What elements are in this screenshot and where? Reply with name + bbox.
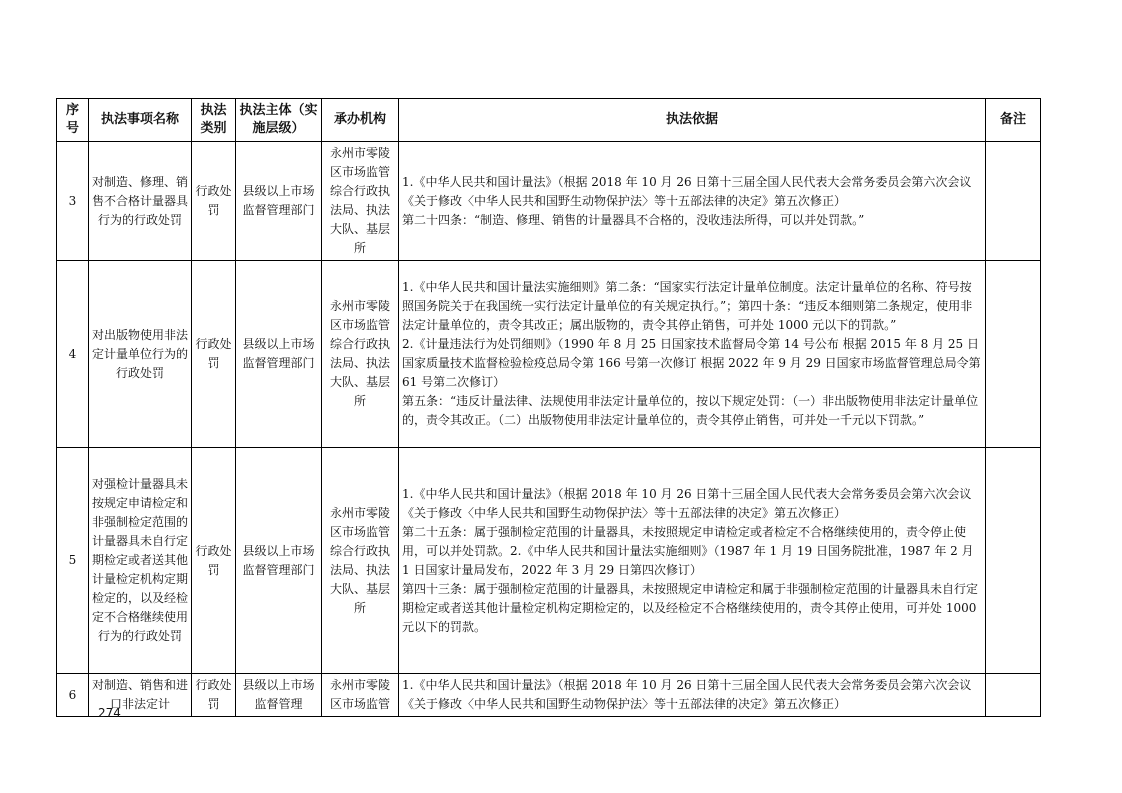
row-agency: 永州市零陵区市场监管综合行政执法局、执法大队、基层所 [322, 142, 399, 261]
row-category: 行政处罚 [192, 448, 236, 674]
row-category: 行政处罚 [192, 674, 236, 717]
header-seq: 序号 [57, 99, 89, 142]
header-name: 执法事项名称 [89, 99, 192, 142]
row-seq: 5 [57, 448, 89, 674]
basis-paragraph: 第四十三条：属于强制检定范围的计量器具，未按照规定申请检定和属于非强制检定范围的计量器具未自行定期检定或者送其他计量检定机构定期检定的，以及经检定不合格继续使用的，责令其停止使用，可并处 1000 元以下的罚款。 [402, 581, 979, 634]
basis-paragraph: 第二十五条：属于强制检定范围的计量器具，未按照规定申请检定或者检定不合格继续使用的，责令停止使用，可以并处罚款。2.《中华人民共和国计量法实施细则》（1987 年 1 月 19 日国务院批准，1987 年 2 月 1 日国家计量局发布，2022 年 3 月 29 日第四次修订） [402, 524, 974, 577]
table-row [57, 142, 1041, 261]
header-basis: 执法依据 [399, 99, 986, 142]
row-remark [986, 674, 1041, 717]
row-name: 对制造、修理、销售不合格计量器具行为的行政处罚 [89, 142, 192, 261]
row-agency: 永州市零陵区市场监管综合行政执法局、执法大队、基层所 [322, 261, 399, 448]
row-subject: 县级以上市场监督管理部门 [236, 261, 322, 448]
basis-paragraph: 2.《计量违法行为处罚细则》（1990 年 8 月 25 日国家技术监督局令第 14 号公布 根据 2015 年 8 月 25 日国家质量技术监督检验检疫总局令第 166 号第一次修订 根据 2022 年 9 月 29 日国家市场监督管理总局令第 61 号第二次修订） [402, 337, 981, 389]
table-header-row [57, 99, 1041, 142]
row-subject: 县级以上市场监督管理部门 [236, 142, 322, 261]
table-row [57, 674, 1041, 717]
basis-paragraph: 第二十四条：“制造、修理、销售的计量器具不合格的，没收违法所得，可以并处罚款。” [402, 212, 865, 227]
row-name: 对强检计量器具未按规定申请检定和非强制检定范围的计量器具未自行定期检定或者送其他计量检定机构定期检定的，以及经检定不合格继续使用行为的行政处罚 [89, 448, 192, 674]
header-remark: 备注 [986, 99, 1041, 142]
row-remark [986, 448, 1041, 674]
basis-paragraph: 第五条：“违反计量法律、法规使用非法定计量单位的，按以下规定处罚：（一）非出版物使用非法定计量单位的，责令其改正。（二）出版物使用非法定计量单位的，责令其停止销售，可并处一千元以下罚款。” [402, 394, 979, 427]
row-basis [399, 448, 986, 674]
row-category: 行政处罚 [192, 261, 236, 448]
row-name: 对出版物使用非法定计量单位行为的行政处罚 [89, 261, 192, 448]
row-subject: 县级以上市场监督管理部门 [236, 448, 322, 674]
header-category: 执法类别 [192, 99, 236, 142]
enforcement-table [56, 98, 1041, 717]
row-remark [986, 142, 1041, 261]
row-agency: 永州市零陵区市场监管 [322, 674, 399, 717]
basis-paragraph: 1.《中华人民共和国计量法实施细则》第二条：“国家实行法定计量单位制度。法定计量单位的名称、符号按照国务院关于在我国统一实行法定计量单位的有关规定执行。”；第四十条：“违反本细则第二条规定，使用非法定计量单位的，责令其改正；属出版物的，责令其停止销售，可并处 1000 元以下的罚款。” [402, 280, 973, 332]
table-row [57, 448, 1041, 674]
row-seq: 4 [57, 261, 89, 448]
row-seq: 3 [57, 142, 89, 261]
row-category: 行政处罚 [192, 142, 236, 261]
table-row [57, 261, 1041, 448]
row-remark [986, 261, 1041, 448]
header-subject: 执法主体（实施层级） [236, 99, 322, 142]
row-name: 对制造、销售和进口非法定计 [89, 674, 192, 717]
row-seq: 6 [57, 674, 89, 717]
row-basis [399, 142, 986, 261]
row-agency: 永州市零陵区市场监管综合行政执法局、执法大队、基层所 [322, 448, 399, 674]
row-basis [399, 261, 986, 448]
basis-paragraph: 1.《中华人民共和国计量法》（根据 2018 年 10 月 26 日第十三届全国人民代表大会常务委员会第六次会议《关于修改〈中华人民共和国野生动物保护法〉等十五部法律的决定》第五次修正） [402, 174, 972, 208]
row-subject: 县级以上市场监督管理 [236, 674, 322, 717]
page-number: 274 [98, 706, 121, 720]
header-agency: 承办机构 [322, 99, 399, 142]
row-basis [399, 674, 986, 717]
basis-paragraph: 1.《中华人民共和国计量法》（根据 2018 年 10 月 26 日第十三届全国人民代表大会常务委员会第六次会议《关于修改〈中华人民共和国野生动物保护法〉等十五部法律的决定》第五次修正） [402, 678, 972, 711]
basis-paragraph: 1.《中华人民共和国计量法》（根据 2018 年 10 月 26 日第十三届全国人民代表大会常务委员会第六次会议《关于修改〈中华人民共和国野生动物保护法〉等十五部法律的决定》第五次修正） [402, 486, 972, 520]
